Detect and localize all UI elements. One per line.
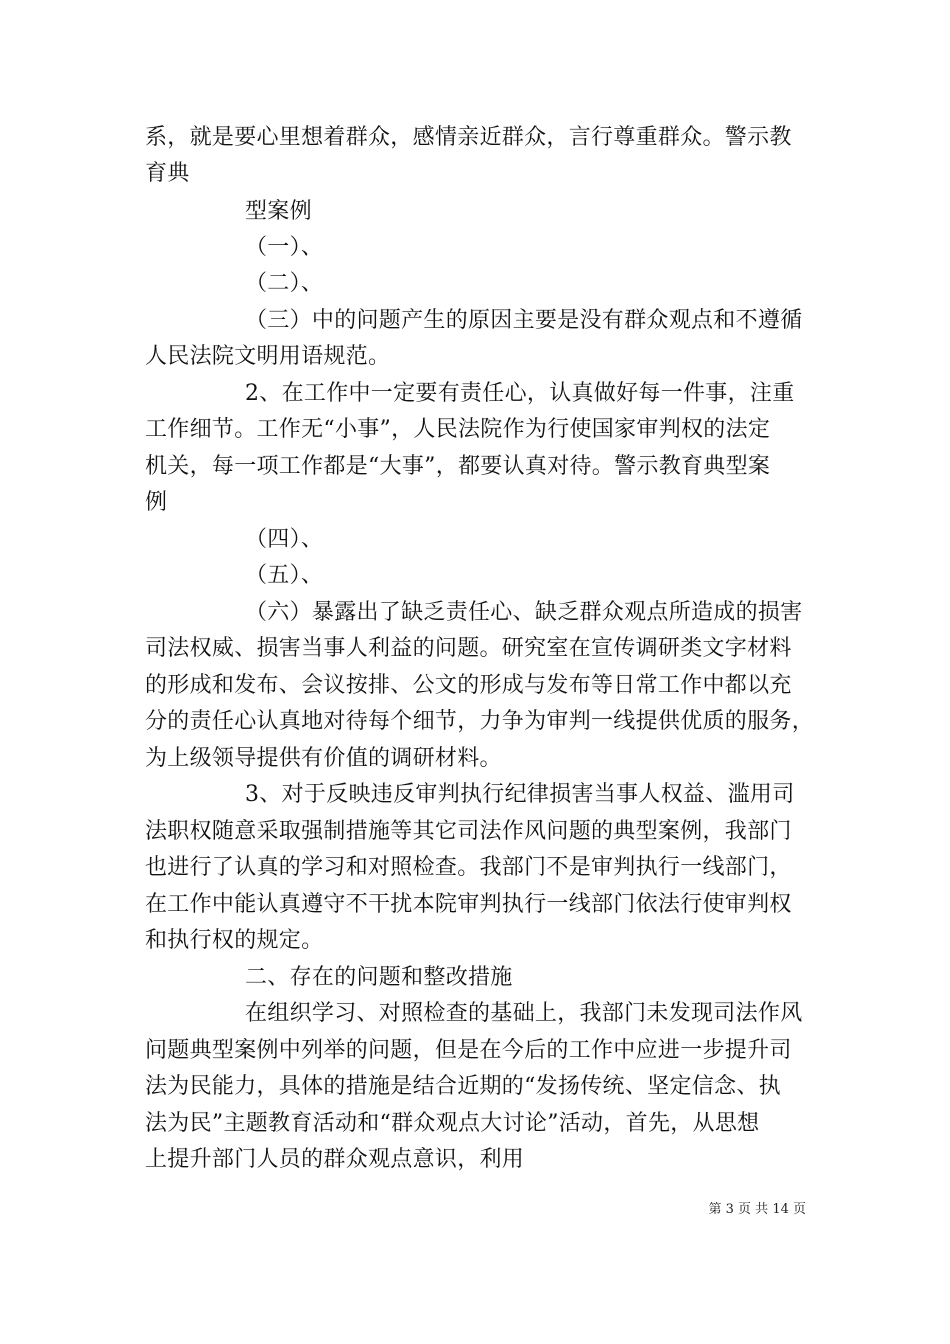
text-line-16: 的形成和发布、会议按排、公文的形成与发布等日常工作中都以充 [145,673,792,698]
text-line-5: （二）、 [245,271,324,296]
text-line-20: 法职权随意采取强制措施等其它司法作风问题的典型案例，我部门 [145,819,792,844]
text-line-1: 系，就是要心里想着群众，感情亲近群众，言行尊重群众。警示教 [145,125,792,150]
text-line-19: 3、对于反映违反审判执行纪律损害当事人权益、滥用司 [245,782,795,807]
text-line-10: 机关，每一项工作都是“大事”，都要认真对待。警示教育典型案 [145,454,771,479]
text-line-3: 型案例 [245,199,312,224]
text-line-18: 为上级领导提供有价值的调研材料。 [145,746,502,771]
text-line-2: 育典 [145,161,190,186]
text-line-6: （三）中的问题产生的原因主要是没有群众观点和不遵循 [245,308,803,333]
text-line-17: 分的责任心认真地对待每个细节，力争为审判一线提供优质的服务， [145,709,815,734]
text-line-8: 2、在工作中一定要有责任心，认真做好每一件事，注重 [245,381,795,406]
section-heading: 二、存在的问题和整改措施 [245,965,513,990]
text-line-11: 例 [145,490,168,515]
text-line-28: 法为民”主题教育活动和“群众观点大讨论”活动，首先，从思想 [145,1111,760,1136]
text-line-21: 也进行了认真的学习和对照检查。我部门不是审判执行一线部门， [145,855,792,880]
page-number-footer: 第 3 页 共 14 页 [708,1202,806,1217]
text-line-26: 问题典型案例中列举的问题，但是在今后的工作中应进一步提升司 [145,1038,792,1063]
text-line-14: （六）暴露出了缺乏责任心、缺乏群众观点所造成的损害 [245,600,803,625]
text-line-4: （一）、 [245,235,324,260]
text-line-23: 和执行权的规定。 [145,928,324,953]
text-line-22: 在工作中能认真遵守不干扰本院审判执行一线部门依法行使审判权 [145,892,792,917]
text-line-25: 在组织学习、对照检查的基础上，我部门未发现司法作风 [245,1001,803,1026]
text-line-15: 司法权威、损害当事人利益的问题。研究室在宣传调研类文字材料 [145,636,792,661]
text-line-9: 工作细节。工作无“小事”，人民法院作为行使国家审判权的法定 [145,417,771,442]
text-line-7: 人民法院文明用语规范。 [145,344,391,369]
text-line-13: （五）、 [245,563,324,588]
text-line-27: 法为民能力，具体的措施是结合近期的“发扬传统、坚定信念、执 [145,1074,781,1099]
text-line-29: 上提升部门人员的群众观点意识，利用 [145,1147,525,1172]
text-line-12: （四）、 [245,527,324,552]
